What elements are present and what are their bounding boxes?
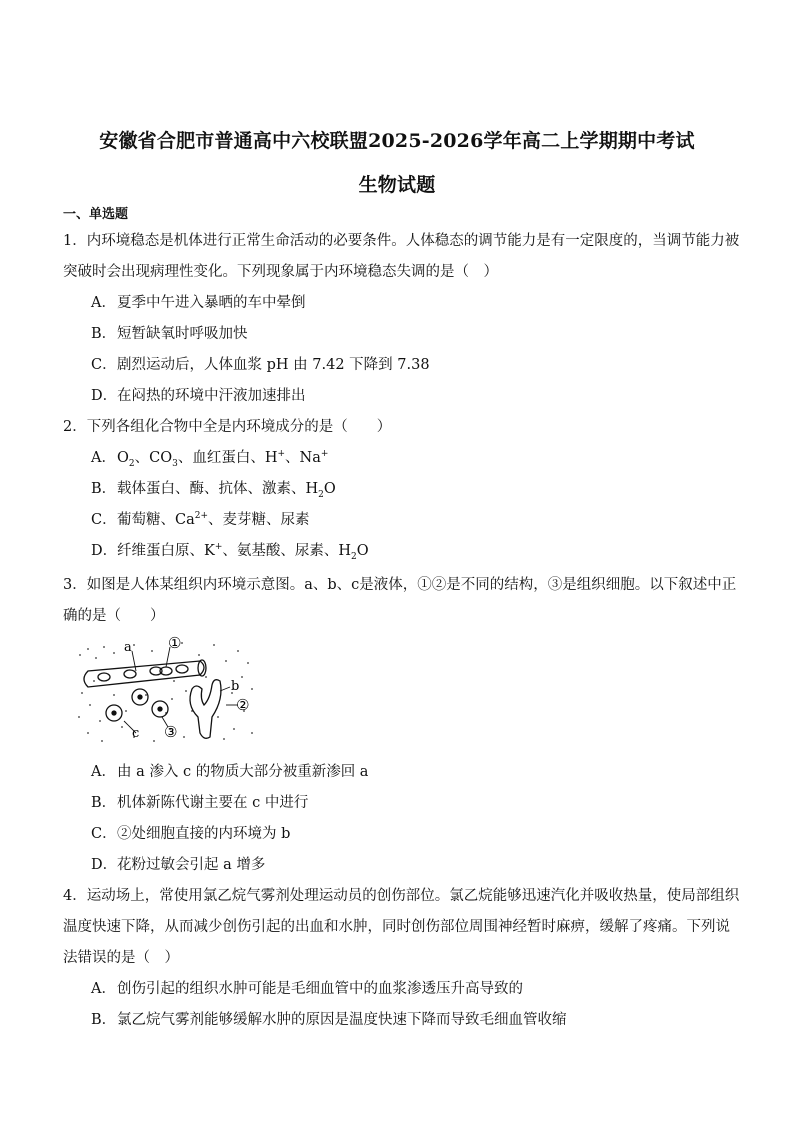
q1-stem-line1: 1．内环境稳态是机体进行正常生命活动的必要条件。人体稳态的调节能力是有一定限度的，当调节能力被 bbox=[63, 233, 740, 249]
q2-option-b: B．载体蛋白、酶、抗体、激素、$H_2O$ bbox=[91, 481, 336, 500]
q3-option-c: C．②处细胞直接的内环境为 b bbox=[91, 826, 291, 842]
q1-option-b: B．短暂缺氧时呼吸加快 bbox=[91, 326, 248, 342]
tissue-cells bbox=[106, 689, 168, 721]
lymph-vessel bbox=[190, 680, 221, 739]
q3-option-b: B．机体新陈代谢主要在 c 中进行 bbox=[91, 795, 309, 811]
label-one: ① bbox=[168, 634, 182, 652]
q2-option-c: C．葡萄糖、$Ca^{2+}$、麦芽糖、尿素 bbox=[91, 511, 310, 528]
q2-option-a: A．$O_2$、$CO_3$、血红蛋白、H+、Na+ bbox=[91, 449, 329, 469]
q4-stem-line1: 4．运动场上，常使用氯乙烷气雾剂处理运动员的创伤部位。氯乙烷能够迅速汽化并吸收热量，使局部组织 bbox=[63, 888, 740, 904]
q4-stem-line3: 法错误的是（ ） bbox=[63, 950, 179, 966]
q2-option-d: D．纤维蛋白原、K+、氨基酸、尿素、$H_2O$ bbox=[91, 542, 369, 562]
q1-option-c: C．剧烈运动后，人体血浆 pH 由 7.42 下降到 7.38 bbox=[91, 357, 430, 373]
exam-title: 安徽省合肥市普通高中六校联盟2025-2026学年高二上学期期中考试 bbox=[99, 130, 695, 152]
q3-stem-line2: 确的是（ ） bbox=[63, 608, 165, 624]
q4-option-a: A．创伤引起的组织水肿可能是毛细血管中的血浆渗透压升高导致的 bbox=[91, 981, 523, 997]
exam-subtitle: 生物试题 bbox=[358, 174, 436, 196]
section-heading: 一、单选题 bbox=[63, 207, 129, 222]
label-two: ② bbox=[236, 696, 250, 714]
label-c: c bbox=[132, 726, 140, 741]
label-a: a bbox=[124, 640, 132, 655]
q2-stem: 2．下列各组化合物中全是内环境成分的是（ ） bbox=[63, 419, 392, 435]
capillary-vessel bbox=[84, 660, 206, 687]
q1-stem-line2: 突破时会出现病理性变化。下列现象属于内环境稳态失调的是（ ） bbox=[63, 264, 498, 280]
q4-stem-line2: 温度快速下降，从而减少创伤引起的出血和水肿，同时创伤部位周围神经暂时麻痹，缓解了疼痛。下列说 bbox=[63, 919, 730, 935]
q3-option-d: D．花粉过敏会引起 a 增多 bbox=[91, 857, 266, 873]
label-three: ③ bbox=[164, 723, 178, 741]
q3-stem-line1: 3．如图是人体某组织内环境示意图。a、b、c是液体，①②是不同的结构，③是组织细胞。以下叙述中正 bbox=[63, 577, 737, 593]
label-b: b bbox=[231, 679, 240, 694]
tissue-diagram bbox=[74, 633, 262, 745]
q1-option-a: A．夏季中午进入暴晒的车中晕倒 bbox=[91, 295, 306, 311]
q1-option-d: D．在闷热的环境中汗液加速排出 bbox=[91, 388, 306, 404]
q3-option-a: A．由 a 渗入 c 的物质大部分被重新渗回 a bbox=[91, 764, 369, 780]
q4-option-b: B．氯乙烷气雾剂能够缓解水肿的原因是温度快速下降而导致毛细血管收缩 bbox=[91, 1012, 567, 1028]
